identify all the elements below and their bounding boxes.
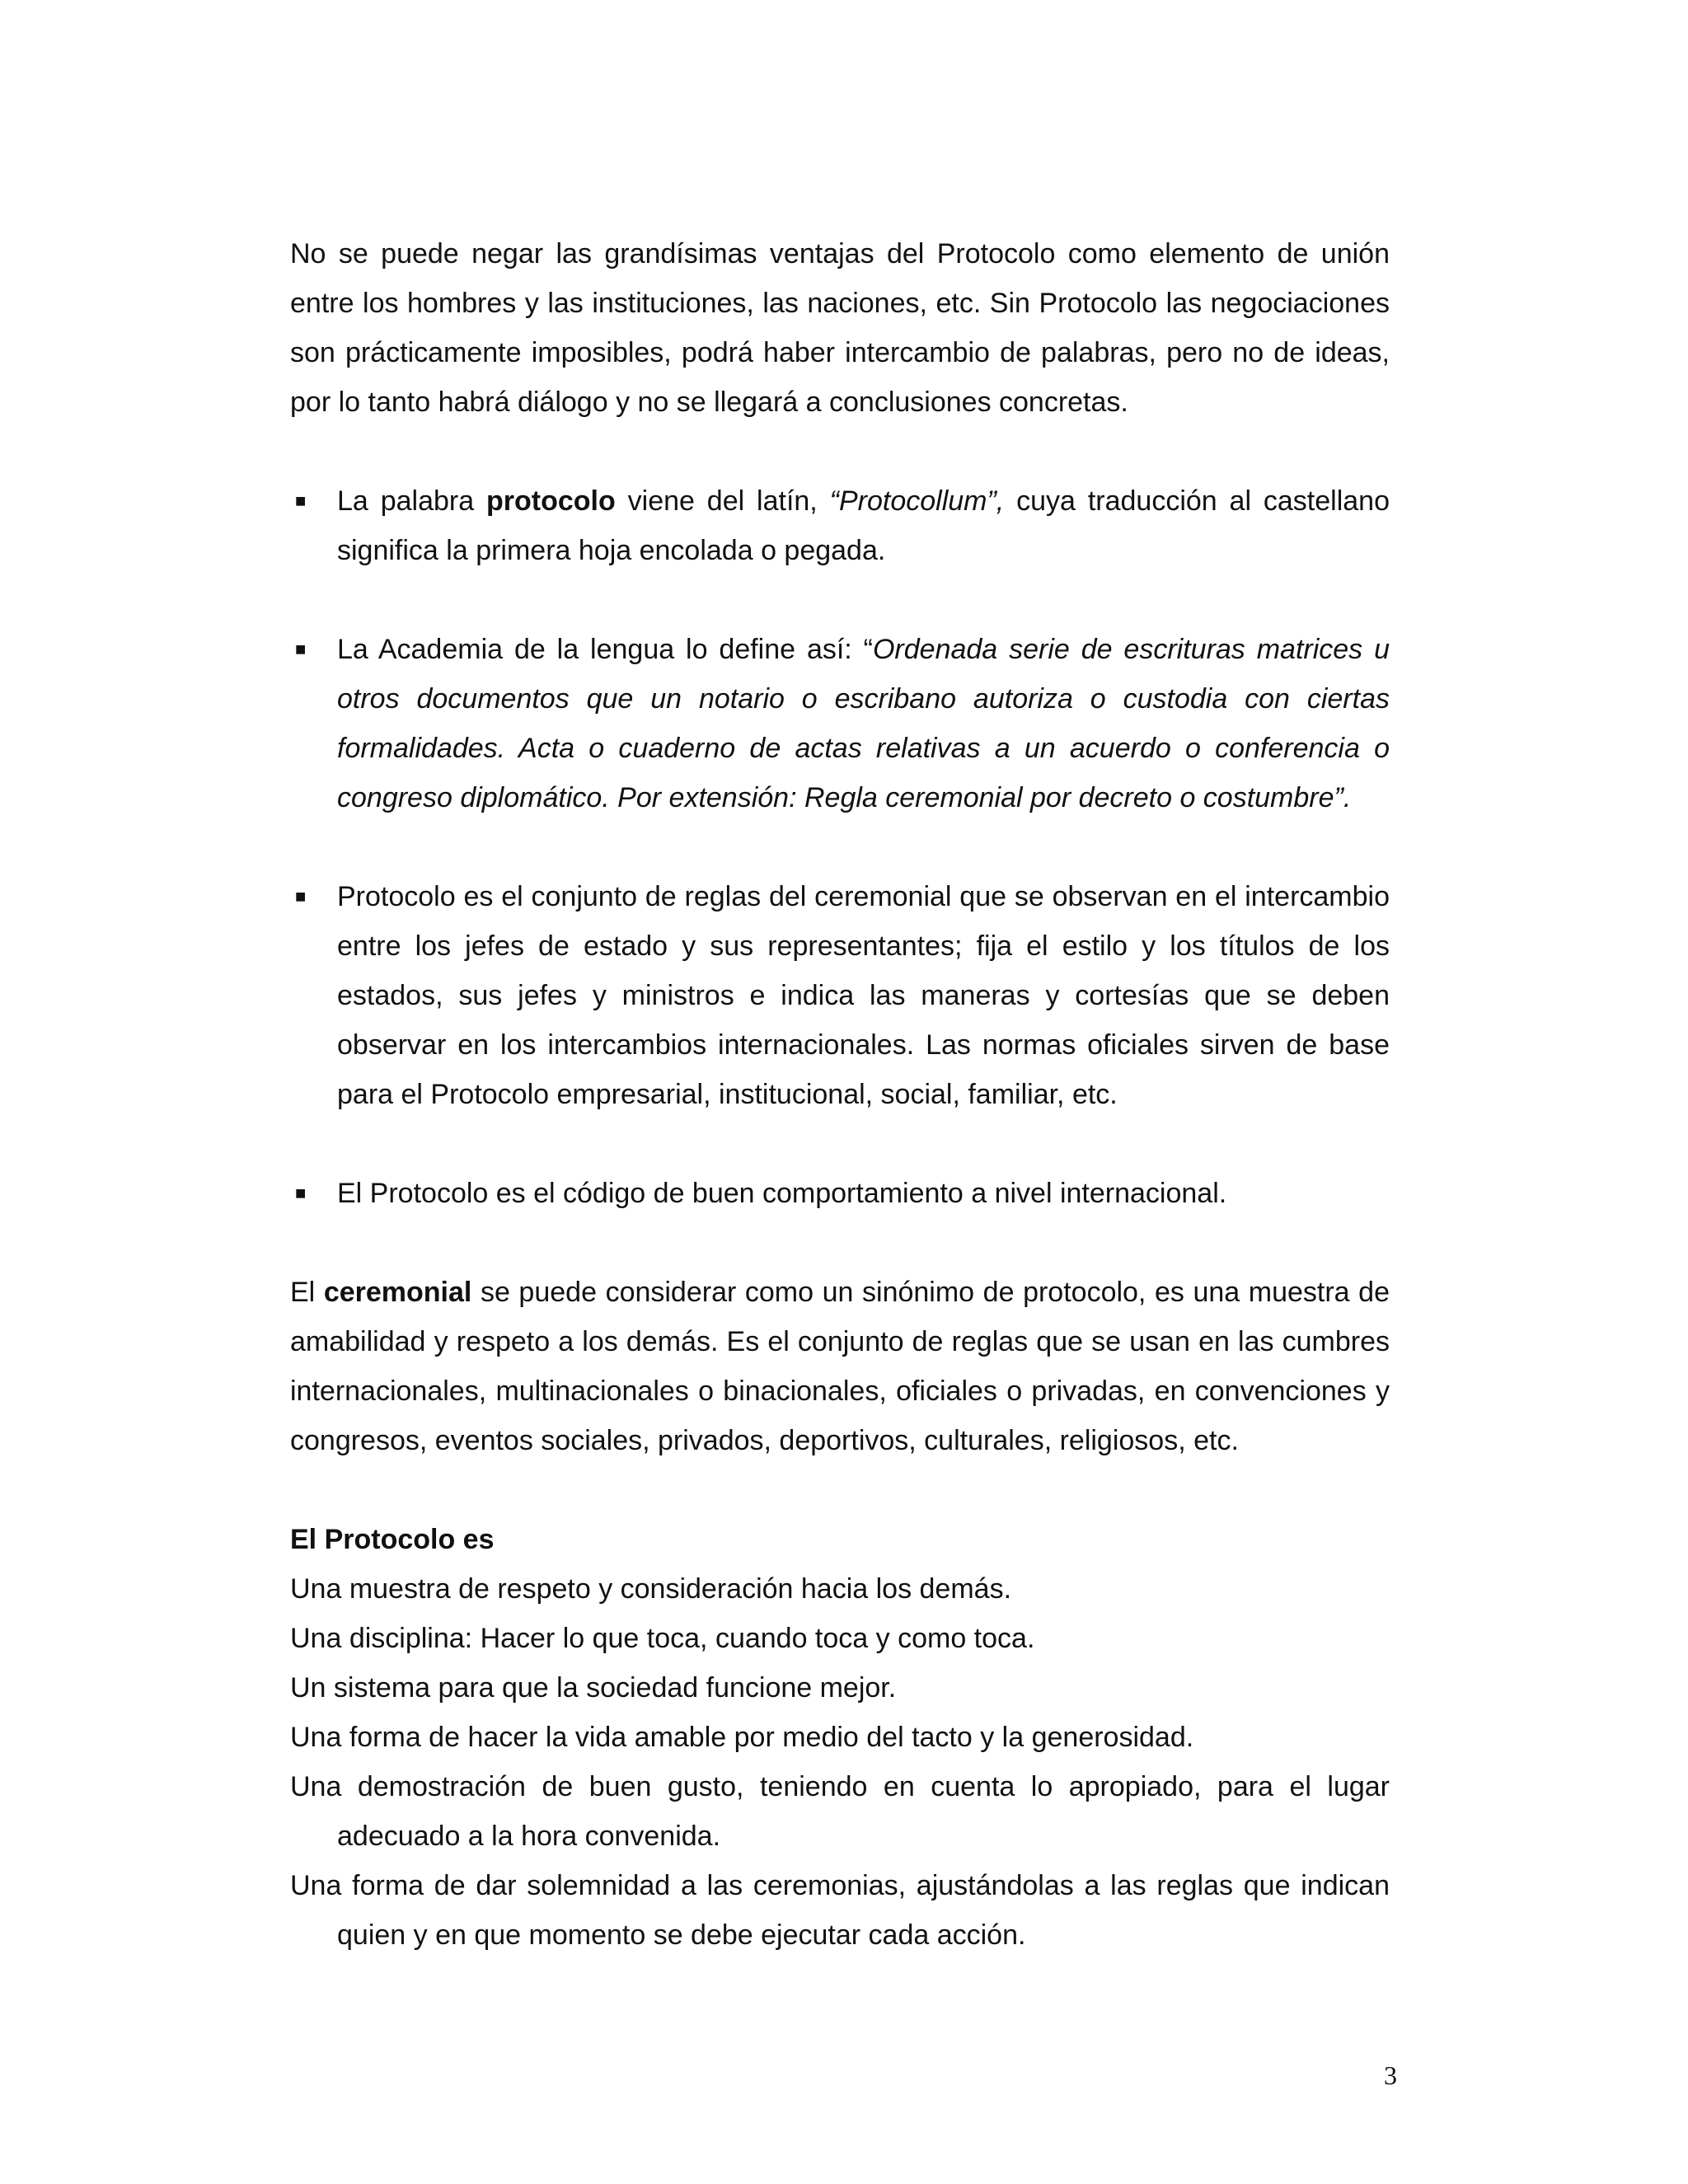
bullet-item-1 xyxy=(290,476,1390,575)
bullet-2-italic-definition: Ordenada serie de escrituras matrices u otros documentos que un notario o escribano autoriza o custodia con ciertas formalidades. Acta o cuaderno de actas relativas a un acuerdo o conferencia o congreso diplomático. Por extensión: Regla ceremonial por decreto o costumbre”. xyxy=(337,634,1390,813)
spacer xyxy=(290,1218,1390,1268)
spacer xyxy=(290,823,1390,872)
square-bullet-icon: ■ xyxy=(295,1183,307,1203)
spacer xyxy=(290,1119,1390,1169)
bullet-item-2 xyxy=(290,625,1390,823)
bullet-1-bold-term: protocolo xyxy=(486,485,616,517)
spacer xyxy=(290,427,1390,476)
ceremonial-bold-term: ceremonial xyxy=(323,1277,472,1308)
section-item-4: Una forma de hacer la vida amable por medio del tacto y la generosidad. xyxy=(290,1722,1194,1753)
bullet-item-3 xyxy=(290,872,1390,1119)
square-bullet-icon: ■ xyxy=(295,490,307,511)
bullet-3-text: Protocolo es el conjunto de reglas del ceremonial que se observan en el intercambio entre los jefes de estado y sus representantes; fija el estilo y los títulos de los estados, sus jefes y ministros e indica las maneras y cortesías que se deben observar en los intercambios internacionales. Las normas oficiales sirven de base para el Protocolo empresarial, institucional, social, familiar, etc. xyxy=(337,881,1390,1110)
bullet-1-text-c: cuya traducción al castellano significa la primera hoja encolada o pegada. xyxy=(337,485,1390,566)
section-item-3: Un sistema para que la sociedad funcione mejor. xyxy=(290,1672,897,1704)
spacer xyxy=(290,1465,1390,1515)
section-item-2: Una disciplina: Hacer lo que toca, cuando toca y como toca. xyxy=(290,1623,1035,1654)
document-body xyxy=(290,229,1390,1960)
bullet-1-italic-term: “Protocollum”, xyxy=(829,485,1005,517)
section-item-5: Una demostración de buen gusto, teniendo en cuenta lo apropiado, para el lugar adecuado a la hora convenida. xyxy=(290,1771,1390,1852)
ceremonial-text-b: se puede considerar como un sinónimo de protocolo, es una muestra de amabilidad y respeto a los demás. Es el conjunto de reglas que se usan en las cumbres internacionales, multinacionales o binacionales, oficiales o privadas, en convenciones y congresos, eventos sociales, privados, deportivos, culturales, religiosos, etc. xyxy=(290,1277,1390,1456)
section-item-1: Una muestra de respeto y consideración hacia los demás. xyxy=(290,1573,1012,1605)
bullet-1-text-a: La palabra xyxy=(337,485,486,517)
bullet-4-text: El Protocolo es el código de buen comportamiento a nivel internacional. xyxy=(337,1178,1227,1209)
bullet-item-4 xyxy=(290,1169,1390,1218)
section-item-6: Una forma de dar solemnidad a las ceremonias, ajustándolas a las reglas que indican quien y en que momento se debe ejecutar cada acción. xyxy=(290,1870,1390,1951)
section-heading: El Protocolo es xyxy=(290,1524,495,1555)
intro-paragraph: No se puede negar las grandísimas ventajas del Protocolo como elemento de unión entre los hombres y las instituciones, las naciones, etc. Sin Protocolo las negociaciones son prácticamente imposibles, podrá haber intercambio de palabras, pero no de ideas, por lo tanto habrá diálogo y no se llegará a conclusiones concretas. xyxy=(290,238,1390,418)
page-number: 3 xyxy=(1384,2060,1397,2090)
square-bullet-icon: ■ xyxy=(295,886,307,907)
ceremonial-paragraph xyxy=(290,1268,1390,1465)
spacer xyxy=(290,575,1390,625)
bullet-1-text-b: viene del latín, xyxy=(615,485,830,517)
ceremonial-text-a: El xyxy=(290,1277,324,1308)
square-bullet-icon: ■ xyxy=(295,639,307,659)
bullet-2-text-a: La Academia de la lengua lo define así: “ xyxy=(337,634,873,665)
